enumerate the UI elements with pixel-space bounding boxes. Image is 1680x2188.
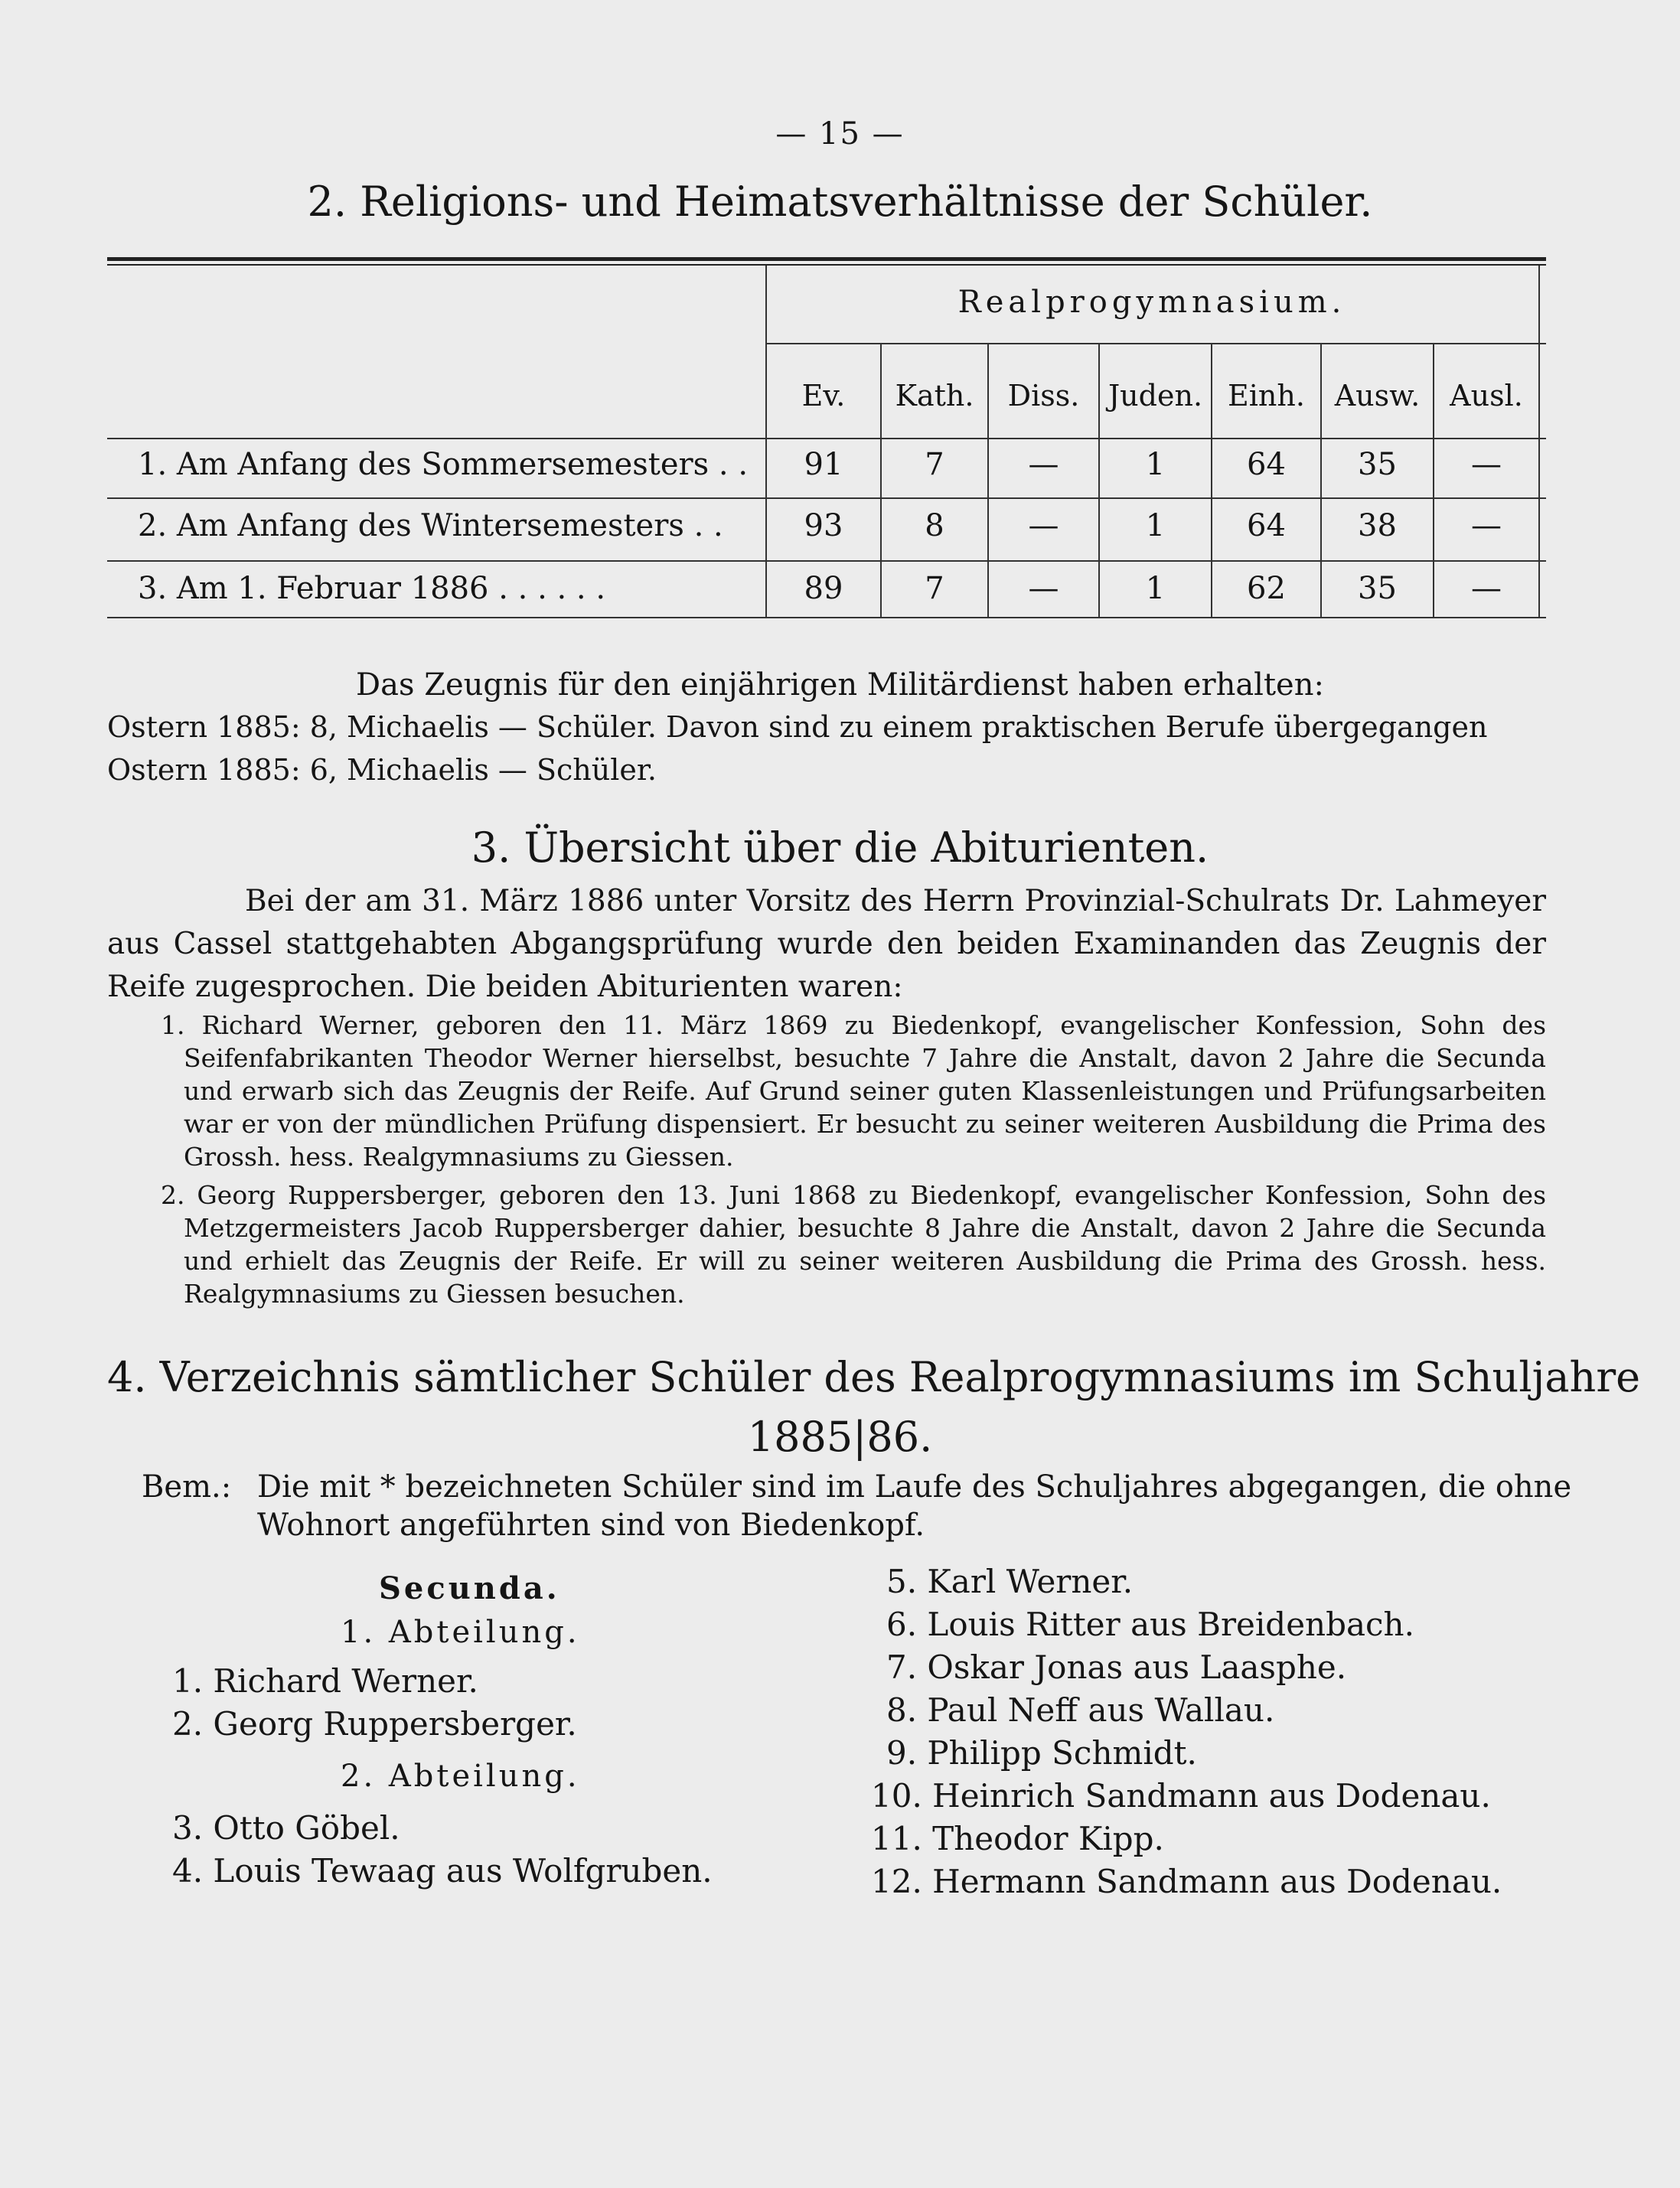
table-col-line xyxy=(1538,266,1540,618)
table-header-rule xyxy=(107,438,1546,439)
col-header-einh: Einh. xyxy=(1228,379,1305,412)
section-4-school-year: 1885|86. xyxy=(747,1413,933,1461)
abiturient-entry: 2. Georg Ruppersberger, geboren den 13. Juni 1868 zu Biedenkopf, evangelischer Konfession, Sohn des Metzgermeisters Jacob Ruppersberger dahier, besuchte 8 Jahre die Anstalt, davon 2 Jahre die Secunda und erhielt das Zeugnis der Reife. Er will zu seiner weiteren Ausbildung die Prima des Grossh. hess. Realgymnasiums zu Giessen besuchen. xyxy=(161,1180,1546,1309)
table-row-label: 3. Am 1. Februar 1886 . . . . . . xyxy=(138,571,606,606)
table-cell: 1 xyxy=(1145,447,1166,482)
col-header-ausl: Ausl. xyxy=(1450,379,1523,412)
student-item: 4. Louis Tewaag aus Wolfgruben. xyxy=(172,1852,713,1890)
col-header-juden: Juden. xyxy=(1107,379,1203,412)
student-item: 3. Otto Göbel. xyxy=(172,1809,400,1847)
table-row-label: 2. Am Anfang des Wintersemesters . . xyxy=(138,508,723,543)
col-header-ev: Ev. xyxy=(801,379,846,412)
table-row-rule xyxy=(107,560,1546,562)
table-row-rule xyxy=(107,497,1546,499)
table-cell: 7 xyxy=(925,571,944,606)
section-3-intro: Bei der am 31. März 1886 unter Vorsitz des Herrn Provinzial-Schulrats Dr. Lahmeyer aus Cassel stattgehabten Abgangsprüfung wurde den beiden Examinanden das Zeugnis der Reife zugesprochen. Die beiden Abiturienten waren: xyxy=(107,884,1546,1004)
table-cell: 7 xyxy=(925,447,944,482)
table-row-label: 1. Am Anfang des Sommersemesters . . xyxy=(138,447,749,482)
table-cell: 93 xyxy=(804,508,843,543)
table-cell: — xyxy=(1028,571,1059,606)
page-number: — 15 — xyxy=(775,116,905,152)
table-cell: — xyxy=(1471,447,1502,482)
table-bottom-rule xyxy=(107,617,1546,618)
student-item: 5. Karl Werner. xyxy=(886,1563,1134,1600)
table-cell: 91 xyxy=(804,447,843,482)
table-top-rule-thin xyxy=(107,264,1546,266)
section-2-title: 2. Religions- und Heimatsverhältnisse der Schüler. xyxy=(307,178,1373,226)
abiturient-entry: 1. Richard Werner, geboren den 11. März 1869 zu Biedenkopf, evangelischer Konfession, Sohn des Seifenfabrikanten Theodor Werner hierselbst, besuchte 7 Jahre die Anstalt, davon 2 Jahre die Secunda und erwarb sich das Zeugnis der Reife. Auf Grund seiner guten Klassenleistungen und Prüfungsarbeiten war er von der mündlichen Prüfung dispensiert. Er besucht zu seiner weiteren Ausbildung die Prima des Grossh. hess. Realgymnasiums zu Giessen. xyxy=(161,1010,1546,1172)
section-3-title: 3. Übersicht über die Abiturienten. xyxy=(471,823,1209,872)
certificate-line-1: Ostern 1885: 8, Michaelis — Schüler. Davon sind zu einem praktischen Berufe übergegangen xyxy=(107,710,1488,744)
certificate-line-2: Ostern 1885: 6, Michaelis — Schüler. xyxy=(107,753,657,787)
col-header-ausw: Ausw. xyxy=(1334,379,1421,412)
student-item: 12. Hermann Sandmann aus Dodenau. xyxy=(871,1863,1502,1900)
table-group-header: Realprogymnasium. xyxy=(957,285,1346,320)
remark-line-1: Die mit * bezeichneten Schüler sind im Laufe des Schuljahres abgegangen, die ohne xyxy=(257,1469,1572,1505)
table-cell: 62 xyxy=(1247,571,1286,606)
student-item: 8. Paul Neff aus Wallau. xyxy=(886,1691,1275,1729)
section-4-title: 4. Verzeichnis sämtlicher Schüler des Realprogymnasiums im Schuljahre xyxy=(107,1353,1641,1401)
remark-line-2: Wohnort angeführten sind von Biedenkopf. xyxy=(257,1508,925,1543)
table-cell: 64 xyxy=(1247,508,1286,543)
table-subheader-rule xyxy=(765,343,1546,344)
student-item: 6. Louis Ritter aus Breidenbach. xyxy=(886,1606,1414,1643)
abteilung-heading: 1. Abteilung. xyxy=(341,1615,580,1650)
table-top-rule xyxy=(107,257,1546,261)
abteilung-heading: 2. Abteilung. xyxy=(341,1759,580,1794)
student-item: 10. Heinrich Sandmann aus Dodenau. xyxy=(871,1777,1491,1815)
table-cell: — xyxy=(1028,508,1059,543)
student-item: 7. Oskar Jonas aus Laasphe. xyxy=(886,1648,1347,1686)
table-cell: 8 xyxy=(925,508,944,543)
student-item: 1. Richard Werner. xyxy=(172,1662,478,1700)
table-cell: 38 xyxy=(1358,508,1397,543)
class-title: Secunda. xyxy=(379,1570,560,1606)
table-cell: 35 xyxy=(1358,447,1397,482)
table-cell: 64 xyxy=(1247,447,1286,482)
table-cell: 35 xyxy=(1358,571,1397,606)
student-item: 2. Georg Ruppersberger. xyxy=(172,1705,577,1743)
table-cell: 1 xyxy=(1145,508,1166,543)
student-item: 11. Theodor Kipp. xyxy=(871,1820,1164,1857)
certificate-heading: Das Zeugnis für den einjährigen Militärdienst haben erhalten: xyxy=(356,667,1324,703)
remark-label: Bem.: xyxy=(142,1469,232,1505)
table-cell: — xyxy=(1471,508,1502,543)
table-cell: 1 xyxy=(1145,571,1166,606)
student-item: 9. Philipp Schmidt. xyxy=(886,1734,1197,1772)
table-cell: — xyxy=(1471,571,1502,606)
col-header-diss: Diss. xyxy=(1007,379,1080,412)
table-cell: 89 xyxy=(804,571,843,606)
col-header-kath: Kath. xyxy=(895,379,974,412)
table-cell: — xyxy=(1028,447,1059,482)
